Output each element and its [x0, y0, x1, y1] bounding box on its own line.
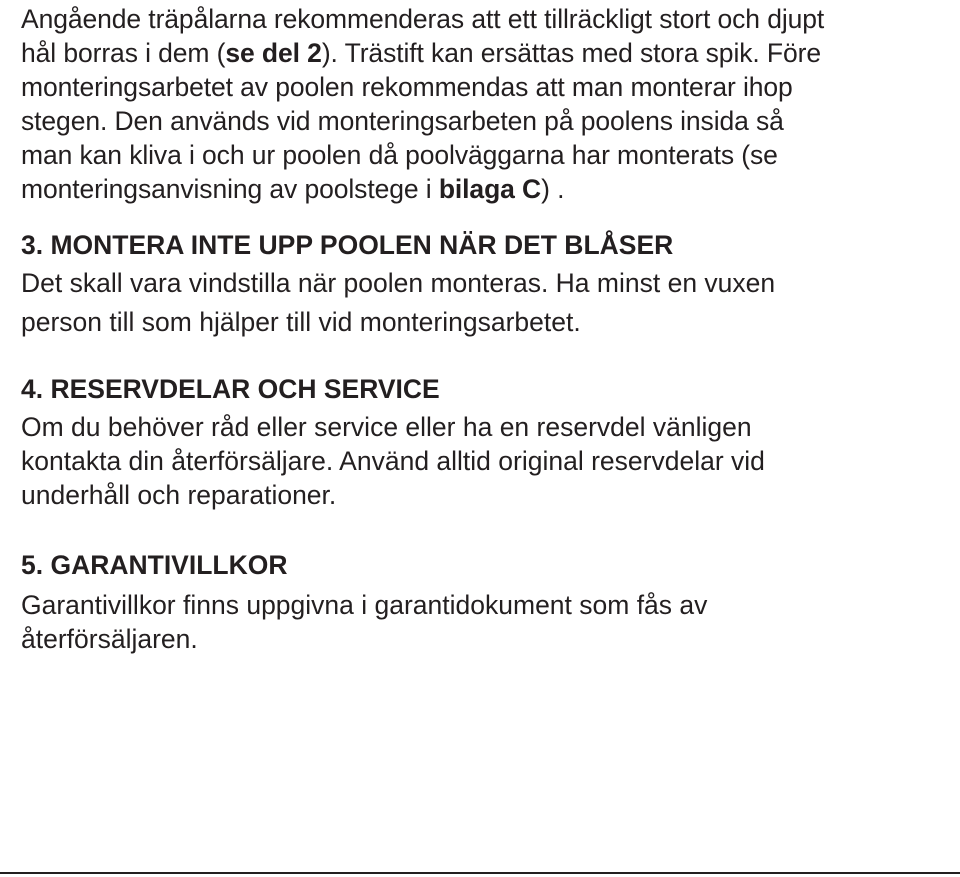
intro-line-1: Angående träpålarna rekommenderas att ett tillräckligt stort och djupt: [21, 4, 825, 34]
intro-line-2-text-a: hål borras i dem (: [21, 38, 226, 68]
section-4-line-3: underhåll och reparationer.: [21, 480, 337, 510]
section-4-line-2: kontakta din återförsäljare. Använd alltid original reservdelar vid: [21, 446, 765, 476]
section-5: [21, 548, 707, 656]
section-4: [21, 372, 765, 512]
intro-paragraph: [21, 0, 956, 206]
intro-line-3: monteringsarbetet av poolen rekommendas att man monterar ihop: [21, 72, 793, 102]
intro-line-6-text-a: monteringsanvisning av poolstege i: [21, 174, 439, 204]
section-3-heading: 3. MONTERA INTE UPP POOLEN NÄR DET BLÅSER: [21, 230, 674, 260]
section-5-line-2: återförsäljaren.: [21, 624, 198, 654]
footer-divider: [0, 872, 960, 874]
intro-line-2-text-c: ). Trästift kan ersättas med stora spik. Före: [321, 38, 821, 68]
document-page: [21, 0, 956, 654]
intro-line-6: [21, 172, 956, 206]
reference-appendix-c: bilaga C: [438, 174, 542, 204]
section-3-line-1: Det skall vara vindstilla när poolen monteras. Ha minst en vuxen: [21, 268, 776, 298]
section-5-heading: 5. GARANTIVILLKOR: [21, 550, 288, 580]
section-5-line-1: Garantivillkor finns uppgivna i garantidokument som fås av: [21, 590, 708, 620]
section-4-heading: 4. RESERVDELAR OCH SERVICE: [21, 374, 440, 404]
intro-line-5: man kan kliva i och ur poolen då poolväggarna har monterats (se: [21, 140, 778, 170]
reference-part-2: se del 2: [225, 38, 322, 68]
section-3-line-2: person till som hjälper till vid monteringsarbetet.: [21, 307, 581, 337]
intro-line-6-text-c: ) .: [541, 174, 565, 204]
section-3: [21, 228, 775, 339]
section-4-line-1: Om du behöver råd eller service eller ha en reservdel vänligen: [21, 412, 752, 442]
intro-line-4: stegen. Den används vid monteringsarbeten på poolens insida så: [21, 106, 784, 136]
intro-line-2: [21, 36, 956, 70]
